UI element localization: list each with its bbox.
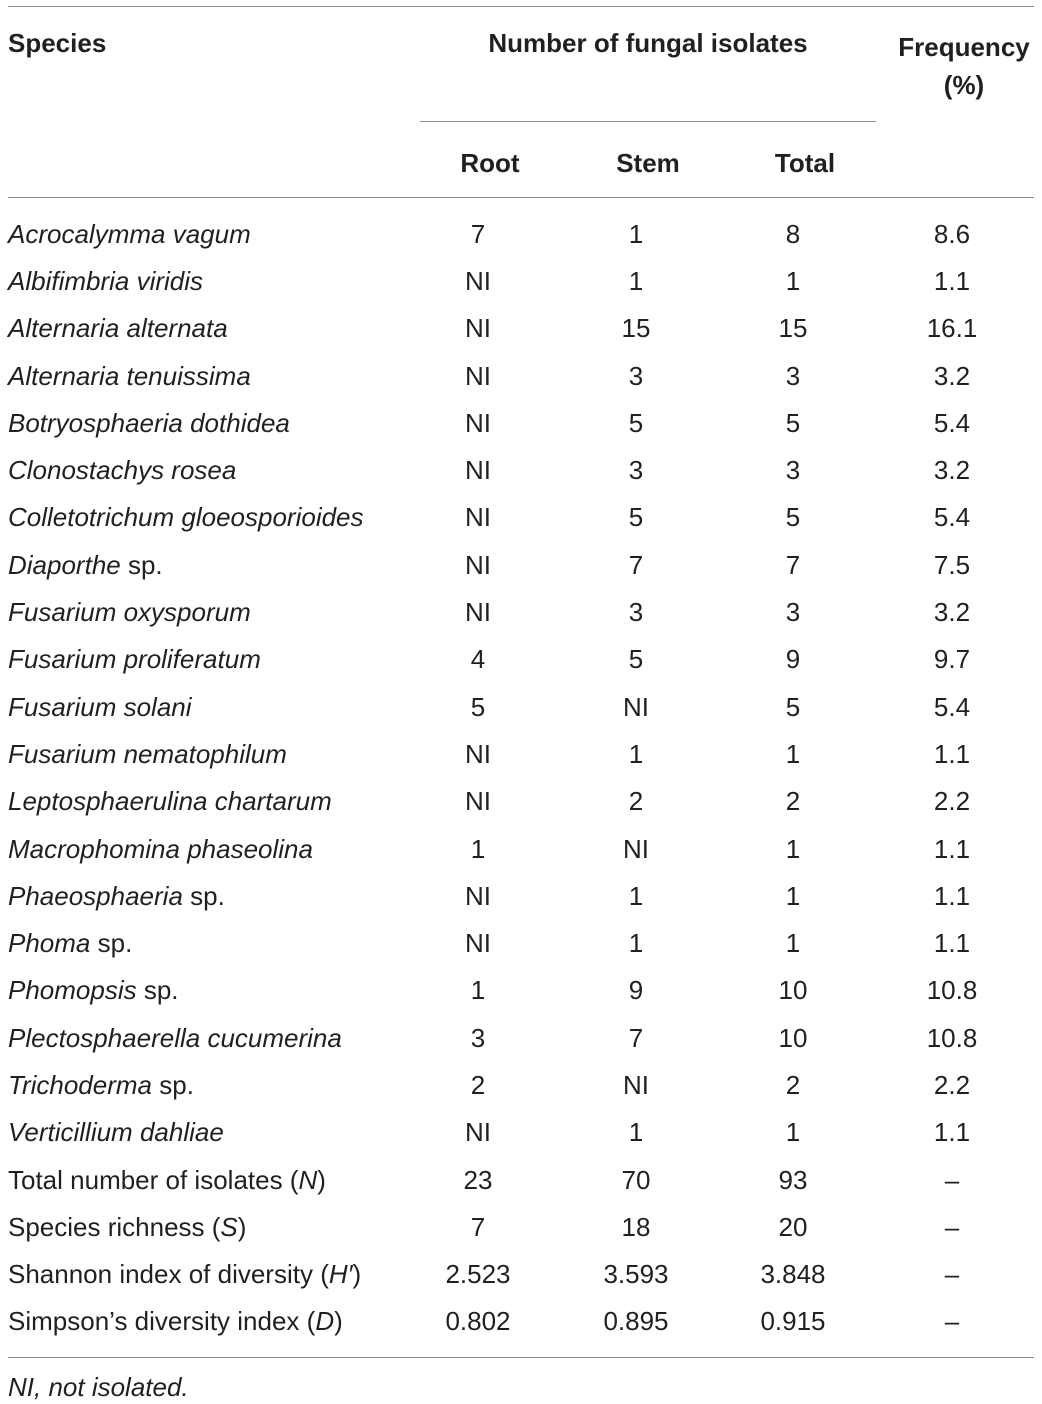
total-value: 0.915 xyxy=(760,1306,826,1337)
total-value: 20 xyxy=(778,1211,808,1242)
species-italic: Phoma xyxy=(8,928,91,959)
frequency-value: 5.4 xyxy=(933,691,971,722)
species-name xyxy=(0,352,408,399)
frequency-value: 16.1 xyxy=(926,313,978,344)
frequency-value: 3.2 xyxy=(933,360,971,391)
species-name xyxy=(0,305,408,352)
stem-value: 3.593 xyxy=(603,1259,669,1290)
stem-count: 3 xyxy=(628,455,644,486)
stem-count: 5 xyxy=(628,644,644,675)
frequency-value: 3.2 xyxy=(933,455,971,486)
root-count: NI xyxy=(465,502,491,533)
header-total: Total xyxy=(774,148,836,178)
species-suffix: sp. xyxy=(182,880,225,911)
frequency-value: 1.1 xyxy=(933,880,971,911)
frequency-value: 10.8 xyxy=(926,975,978,1006)
frequency-value: 1.1 xyxy=(933,1117,971,1148)
stem-count: 7 xyxy=(628,1022,644,1053)
frequency-value: – xyxy=(944,1211,960,1242)
stem-value: 70 xyxy=(621,1164,651,1195)
table-row xyxy=(0,446,1042,493)
root-value: 23 xyxy=(463,1164,493,1195)
root-count: NI xyxy=(465,880,491,911)
stem-count: 2 xyxy=(628,786,644,817)
group-rule xyxy=(420,121,876,122)
summary-label xyxy=(0,1203,408,1250)
summary-label-close: ) xyxy=(317,1164,326,1195)
root-count: NI xyxy=(465,265,491,296)
species-name xyxy=(0,730,408,777)
stem-count: NI xyxy=(623,1069,649,1100)
root-count: NI xyxy=(465,360,491,391)
table-row xyxy=(0,1109,1042,1156)
stem-value: 0.895 xyxy=(603,1306,669,1337)
footnote: NI, not isolated. xyxy=(8,1372,189,1402)
stem-count: 1 xyxy=(628,265,644,296)
root-count: 3 xyxy=(470,1022,486,1053)
species-name xyxy=(0,588,408,635)
species-suffix: sp. xyxy=(152,1069,194,1100)
root-count: 7 xyxy=(470,218,486,249)
root-count: 2 xyxy=(470,1069,486,1100)
frequency-value: 5.4 xyxy=(933,502,971,533)
table-row xyxy=(0,967,1042,1014)
frequency-value: 9.7 xyxy=(933,644,971,675)
species-italic: Fusarium proliferatum xyxy=(8,644,261,675)
total-count: 3 xyxy=(785,360,801,391)
root-value: 0.802 xyxy=(445,1306,511,1337)
total-value: 3.848 xyxy=(760,1259,826,1290)
table-row xyxy=(0,778,1042,825)
summary-row xyxy=(0,1251,1042,1298)
stem-count: 1 xyxy=(628,1117,644,1148)
stem-count: 15 xyxy=(621,313,651,344)
table-row xyxy=(0,399,1042,446)
root-count: NI xyxy=(465,455,491,486)
table-row xyxy=(0,730,1042,777)
species-name xyxy=(0,967,408,1014)
frequency-value: 10.8 xyxy=(926,1022,978,1053)
total-count: 1 xyxy=(785,738,801,769)
frequency-value: 2.2 xyxy=(933,786,971,817)
stem-count: 1 xyxy=(628,928,644,959)
table-row xyxy=(0,588,1042,635)
header-rule xyxy=(8,197,1034,198)
species-italic: Plectosphaerella cucumerina xyxy=(8,1022,342,1053)
species-italic: Phaeosphaeria xyxy=(8,880,183,911)
summary-label-text: Species richness ( xyxy=(8,1211,221,1242)
summary-symbol: N xyxy=(298,1164,318,1195)
frequency-value: – xyxy=(944,1259,960,1290)
stem-count: 9 xyxy=(628,975,644,1006)
total-count: 7 xyxy=(785,549,801,580)
total-count: 1 xyxy=(785,880,801,911)
table-row xyxy=(0,257,1042,304)
root-count: 4 xyxy=(470,644,486,675)
table-row xyxy=(0,352,1042,399)
table-row xyxy=(0,919,1042,966)
species-italic: Macrophomina phaseolina xyxy=(8,833,313,864)
stem-count: NI xyxy=(623,833,649,864)
table-row xyxy=(0,305,1042,352)
frequency-value: – xyxy=(944,1164,960,1195)
frequency-value: 1.1 xyxy=(933,928,971,959)
species-italic: Verticillium dahliae xyxy=(8,1117,224,1148)
data-table xyxy=(0,210,1042,1345)
root-value: 7 xyxy=(470,1211,486,1242)
stem-count: 3 xyxy=(628,360,644,391)
total-count: 3 xyxy=(785,455,801,486)
total-count: 5 xyxy=(785,691,801,722)
summary-symbol: D xyxy=(315,1306,335,1337)
frequency-value: 2.2 xyxy=(933,1069,971,1100)
species-italic: Albifimbria viridis xyxy=(8,265,204,296)
summary-symbol: S xyxy=(220,1211,238,1242)
table-row xyxy=(0,210,1042,257)
species-name xyxy=(0,1109,408,1156)
table-row xyxy=(0,825,1042,872)
species-name xyxy=(0,636,408,683)
species-name xyxy=(0,1061,408,1108)
total-count: 3 xyxy=(785,597,801,628)
summary-label xyxy=(0,1156,408,1203)
total-count: 1 xyxy=(785,1117,801,1148)
summary-label-close: ) xyxy=(352,1259,362,1290)
summary-label-close: ) xyxy=(334,1306,343,1337)
header-frequency xyxy=(874,28,1042,104)
root-count: 5 xyxy=(470,691,486,722)
species-suffix: sp. xyxy=(120,549,163,580)
summary-label-text: Total number of isolates ( xyxy=(8,1164,299,1195)
table-row xyxy=(0,1061,1042,1108)
species-italic: Fusarium oxysporum xyxy=(8,597,251,628)
total-count: 5 xyxy=(785,502,801,533)
total-count: 1 xyxy=(785,833,801,864)
species-name xyxy=(0,541,408,588)
root-count: NI xyxy=(465,597,491,628)
species-name xyxy=(0,1014,408,1061)
root-count: NI xyxy=(465,738,491,769)
frequency-value: 7.5 xyxy=(933,549,971,580)
species-name xyxy=(0,683,408,730)
summary-row xyxy=(0,1156,1042,1203)
root-count: NI xyxy=(465,313,491,344)
top-rule xyxy=(8,6,1034,7)
header-number-of-isolates: Number of fungal isolates xyxy=(488,28,808,58)
summary-label-text: Simpson’s diversity index ( xyxy=(8,1306,316,1337)
table-row xyxy=(0,872,1042,919)
species-suffix: sp. xyxy=(90,928,133,959)
species-italic: Diaporthe xyxy=(8,549,121,580)
table-row xyxy=(0,494,1042,541)
root-count: NI xyxy=(465,786,491,817)
species-italic: Leptosphaerulina chartarum xyxy=(8,786,332,817)
species-italic: Fusarium solani xyxy=(8,691,192,722)
stem-count: 7 xyxy=(628,549,644,580)
species-name xyxy=(0,872,408,919)
frequency-value: 3.2 xyxy=(933,597,971,628)
stem-value: 18 xyxy=(621,1211,651,1242)
species-name xyxy=(0,825,408,872)
total-value: 93 xyxy=(778,1164,808,1195)
header-root: Root xyxy=(460,148,520,178)
species-italic: Botryosphaeria dothidea xyxy=(8,407,290,438)
species-italic: Colletotrichum gloeosporioides xyxy=(8,502,364,533)
stem-count: NI xyxy=(623,691,649,722)
table-row xyxy=(0,1014,1042,1061)
species-italic: Clonostachys rosea xyxy=(8,455,237,486)
frequency-value: 1.1 xyxy=(933,833,971,864)
root-count: 1 xyxy=(470,833,486,864)
total-count: 9 xyxy=(785,644,801,675)
species-suffix: sp. xyxy=(136,975,179,1006)
total-count: 5 xyxy=(785,407,801,438)
stem-count: 5 xyxy=(628,502,644,533)
species-italic: Phomopsis xyxy=(8,975,137,1006)
total-count: 8 xyxy=(785,218,801,249)
frequency-value: 1.1 xyxy=(933,265,971,296)
total-count: 2 xyxy=(785,1069,801,1100)
total-count: 1 xyxy=(785,928,801,959)
root-count: NI xyxy=(465,928,491,959)
species-italic: Alternaria alternata xyxy=(8,313,228,344)
frequency-value: 5.4 xyxy=(933,407,971,438)
summary-row xyxy=(0,1203,1042,1250)
frequency-value: 8.6 xyxy=(933,218,971,249)
stem-count: 1 xyxy=(628,880,644,911)
total-count: 2 xyxy=(785,786,801,817)
frequency-value: – xyxy=(944,1306,960,1337)
total-count: 10 xyxy=(778,1022,808,1053)
root-count: NI xyxy=(465,1117,491,1148)
root-value: 2.523 xyxy=(445,1259,511,1290)
table-row xyxy=(0,636,1042,683)
species-italic: Trichoderma xyxy=(8,1069,153,1100)
summary-label-text: Shannon index of diversity ( xyxy=(8,1259,329,1290)
summary-row xyxy=(0,1298,1042,1345)
total-count: 15 xyxy=(778,313,808,344)
total-count: 1 xyxy=(785,265,801,296)
species-italic: Alternaria tenuissima xyxy=(8,360,251,391)
root-count: 1 xyxy=(470,975,486,1006)
root-count: NI xyxy=(465,549,491,580)
species-name xyxy=(0,446,408,493)
stem-count: 1 xyxy=(628,738,644,769)
stem-count: 5 xyxy=(628,407,644,438)
header-stem: Stem xyxy=(616,148,680,178)
table-row xyxy=(0,541,1042,588)
species-italic: Acrocalymma vagum xyxy=(8,218,251,249)
species-name xyxy=(0,919,408,966)
root-count: NI xyxy=(465,407,491,438)
summary-label-close: ) xyxy=(237,1211,247,1242)
species-name xyxy=(0,399,408,446)
bottom-rule xyxy=(8,1357,1034,1358)
frequency-value: 1.1 xyxy=(933,738,971,769)
species-name xyxy=(0,210,408,257)
summary-label xyxy=(0,1298,408,1345)
summary-label xyxy=(0,1251,408,1298)
species-name xyxy=(0,257,408,304)
header-frequency-line2: (%) xyxy=(943,70,985,100)
stem-count: 3 xyxy=(628,597,644,628)
total-count: 10 xyxy=(778,975,808,1006)
table-row xyxy=(0,683,1042,730)
summary-symbol: H′ xyxy=(328,1259,353,1290)
header-species: Species xyxy=(8,28,107,58)
species-italic: Fusarium nematophilum xyxy=(8,738,287,769)
header-frequency-line1: Frequency xyxy=(898,32,1030,62)
stem-count: 1 xyxy=(628,218,644,249)
species-name xyxy=(0,778,408,825)
species-name xyxy=(0,494,408,541)
